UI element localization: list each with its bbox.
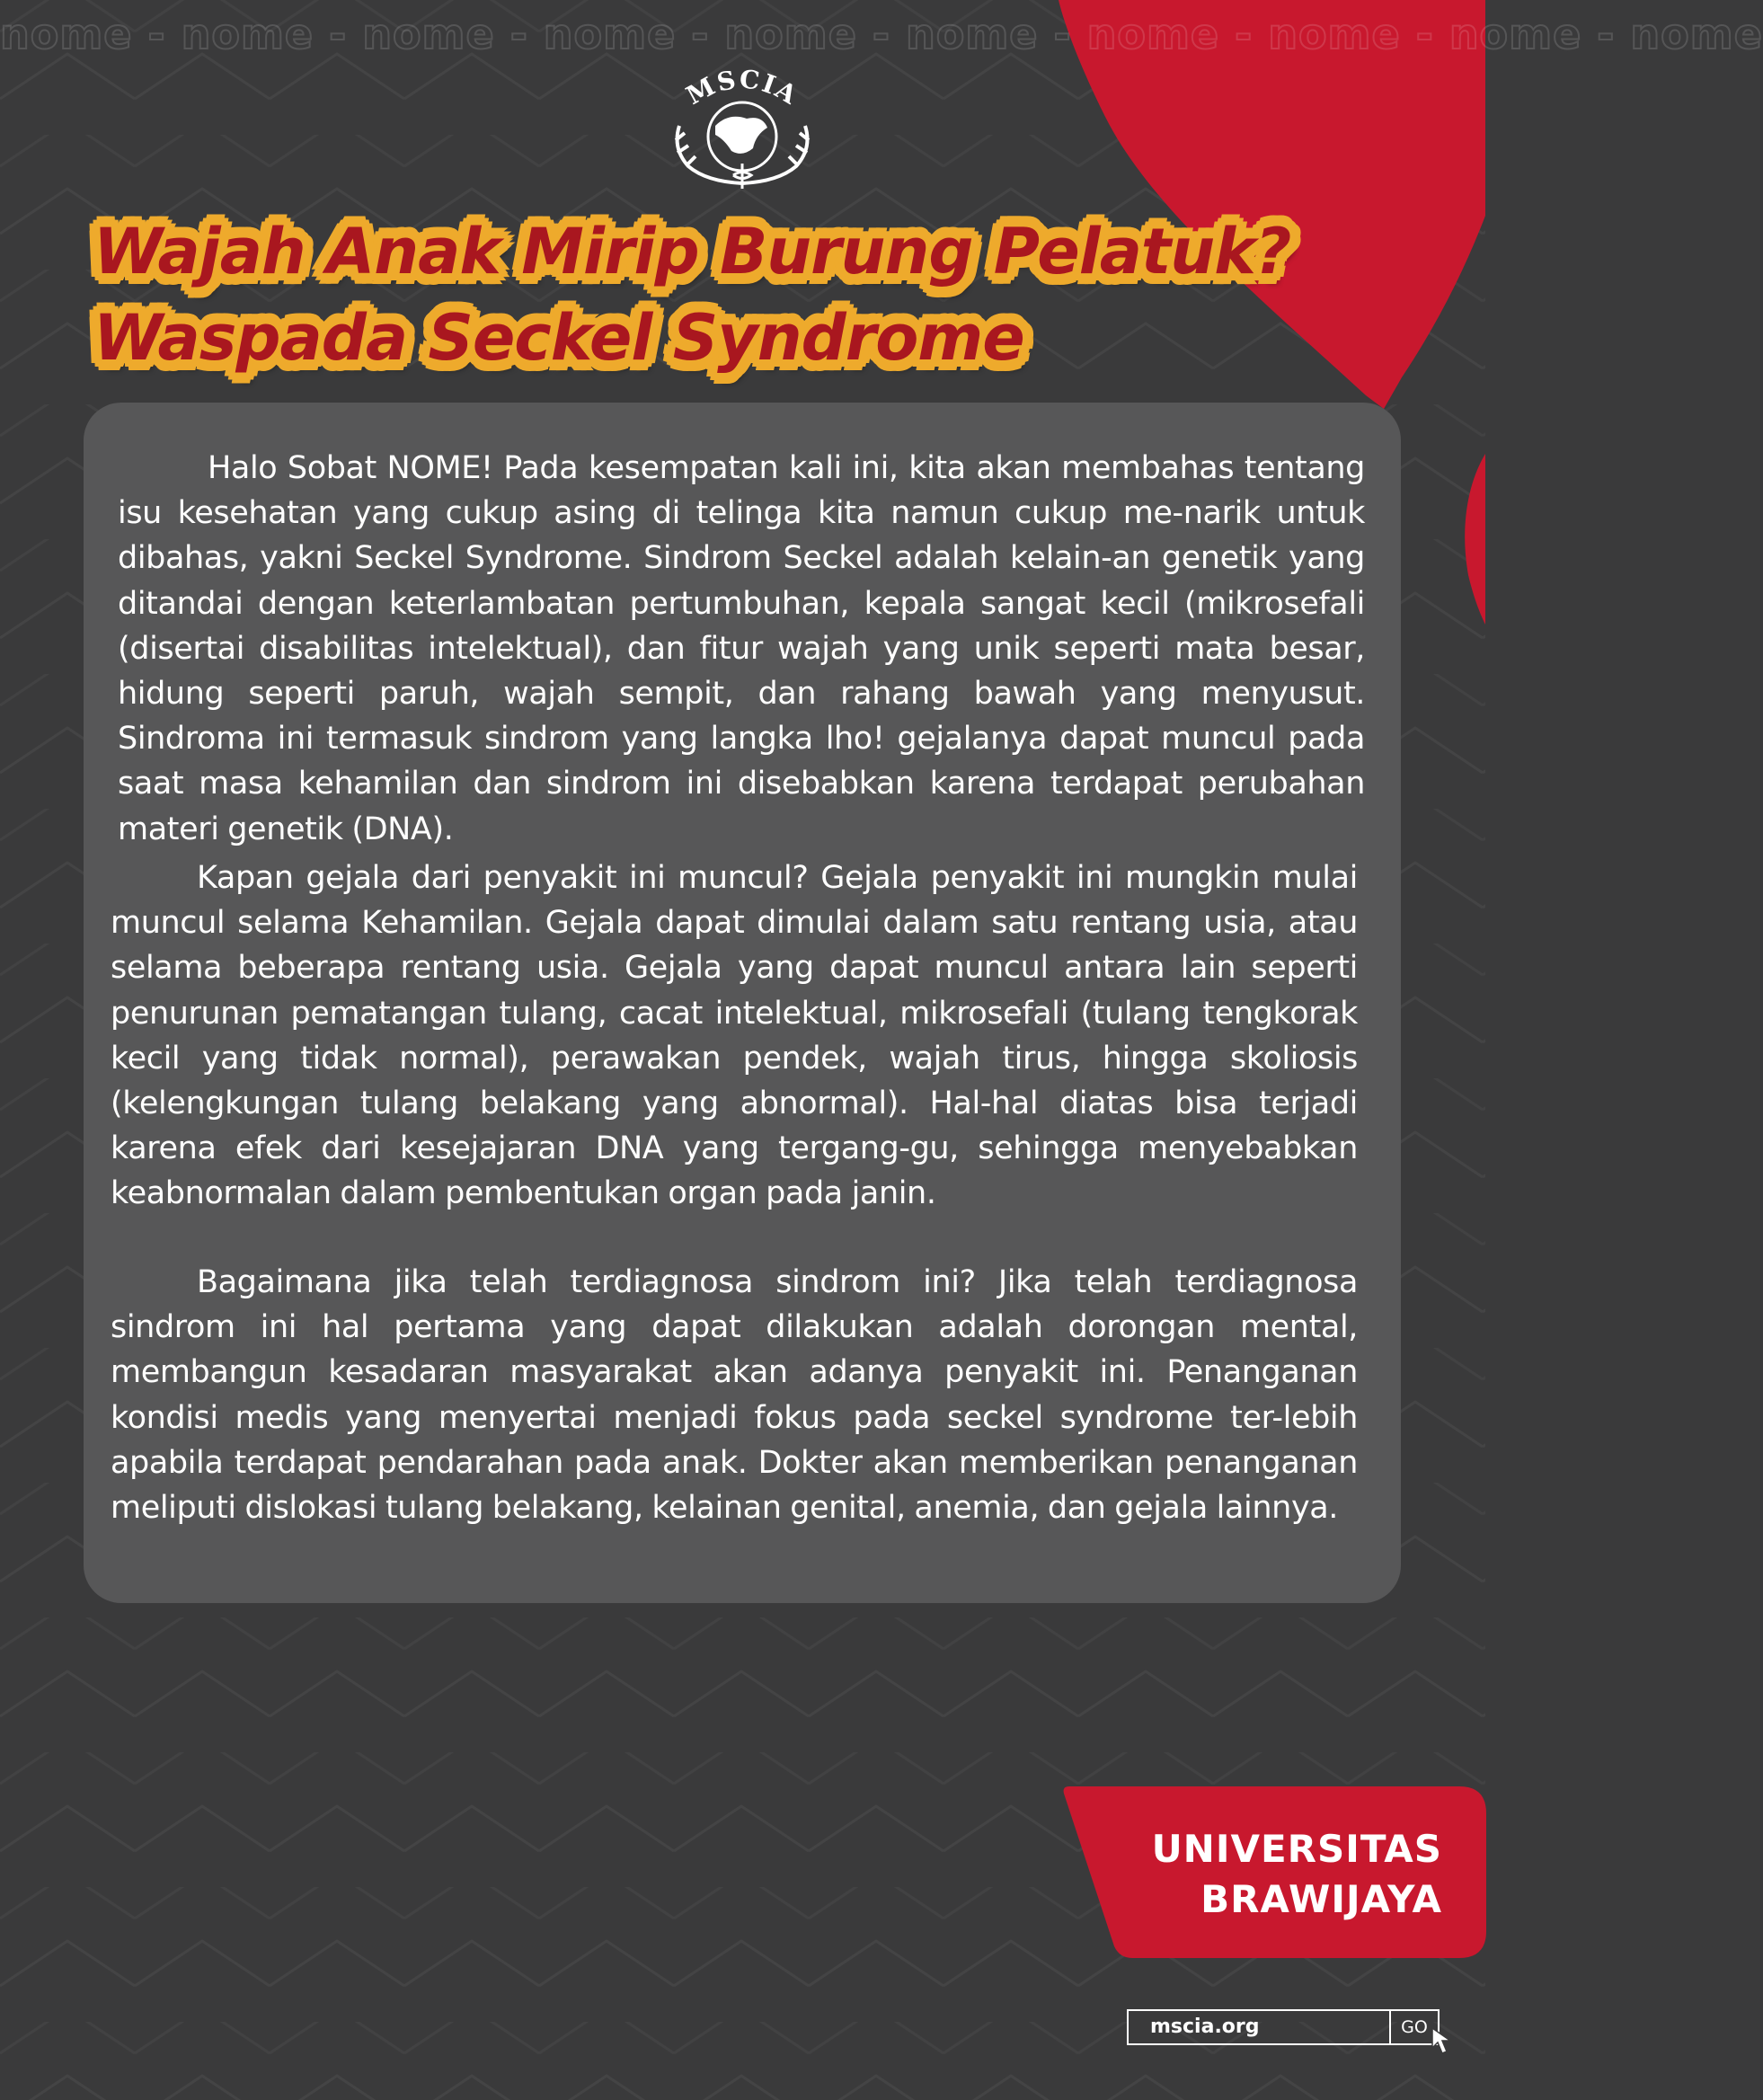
university-name [1152, 1824, 1442, 1925]
go-button[interactable]: GO [1389, 2011, 1438, 2043]
title-line-1: Wajah Anak Mirip Burung Pelatuk? [93, 215, 1291, 288]
article-paragraph-3: Bagaimana jika telah terdiagnosa sindrom ini? Jika telah terdiagnosa sindrom ini hal pertama yang dapat dilakukan adalah dorongan mental, membangun kesadaran masyarakat akan adanya penyakit ini. Penanganan kondisi medis yang menyertai menjadi fokus pada seckel syndrome ter-lebih apabila terdapat pendarahan pada anak. Dokter akan memberikan penanganan meliputi dislokasi tulang belakang, kelainan genital, anemia, dan gejala lainnya. [111, 1264, 1358, 1527]
logo-text: MSCIA [681, 64, 804, 111]
article-paragraph-2: Kapan gejala dari penyakit ini muncul? Gejala penyakit ini mungkin mulai muncul selama Kehamilan. Gejala dapat dimulai dalam satu rentang usia, atau selama beberapa rentang usia. Gejala yang dapat muncul antara lain seperti penurunan pematangan tulang, cacat intelektual, mikrosefali (tulang tengkorak kecil yang tidak normal), perawakan pendek, wajah tirus, hingga skoliosis (kelengkungan tulang belakang yang abnormal). Hal-hal diatas bisa terjadi karena efek dari kesejajaran DNA yang tergang-gu, sehingga menyebabkan keabnormalan dalam pembentukan organ pada janin. [111, 860, 1358, 1212]
nome-watermark [0, 7, 1763, 61]
svg-text:MSCIA [681, 64, 803, 111]
article-paragraph-1: Halo Sobat NOME! Pada kesempatan kali ini, kita akan membahas tentang isu kesehatan yang cukup asing di telinga kita namun cukup me-narik untuk dibahas, yakni Seckel Syndrome. Sindrom Seckel adalah kelain-an genetik yang ditandai dengan keterlambatan pertumbuhan, kepala sangat kecil (mikrosefali (disertai disabilitas intelektual), dan fitur wajah yang unik seperti mata besar, hidung seperti paruh, wajah sempit, dan rahang bawah yang menyusut. Sindroma ini termasuk sindrom yang langka lho! gejalanya dapat muncul pada saat masa kehamilan dan sindrom ini disebabkan karena terdapat perubahan materi genetik (DNA). [118, 450, 1365, 847]
university-line-1: UNIVERSITAS [1151, 1827, 1442, 1871]
website-search-bar[interactable] [1127, 2009, 1440, 2045]
university-line-2: BRAWIJAYA [1200, 1877, 1442, 1921]
article-title [93, 208, 1316, 381]
mscia-logo [652, 63, 832, 193]
website-url[interactable]: mscia.org [1150, 2016, 1260, 2038]
title-line-2: Waspada Seckel Syndrome [93, 301, 1024, 375]
watermark-text: nome - nome - nome - nome - nome - nome - nome - nome - nome - nome [0, 10, 1763, 58]
cursor-icon [1431, 2026, 1457, 2057]
